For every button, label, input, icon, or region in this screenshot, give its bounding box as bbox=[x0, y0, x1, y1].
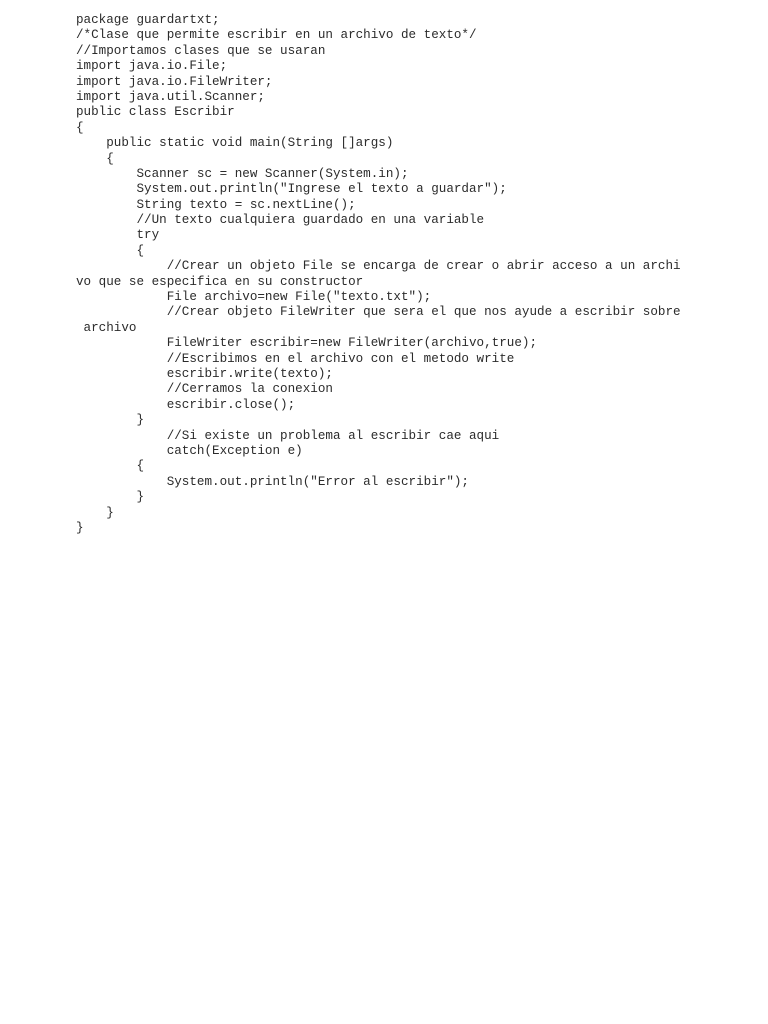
code-line: } bbox=[76, 413, 145, 428]
code-line: { bbox=[76, 243, 145, 258]
code-line: Scanner sc = new Scanner(System.in); bbox=[76, 166, 409, 181]
code-line: File archivo=new File("texto.txt"); bbox=[76, 290, 432, 305]
code-line: System.out.println("Error al escribir"); bbox=[76, 474, 469, 489]
code-line: FileWriter escribir=new FileWriter(archivo,true); bbox=[76, 336, 538, 351]
code-line: } bbox=[76, 505, 114, 520]
code-line: System.out.println("Ingrese el texto a guardar"); bbox=[76, 182, 507, 197]
code-line: catch(Exception e) bbox=[76, 443, 303, 458]
code-line: public class Escribir bbox=[76, 105, 235, 120]
code-line: /*Clase que permite escribir en un archivo de texto*/ bbox=[76, 28, 477, 43]
code-line: { bbox=[76, 459, 145, 474]
code-line: //Si existe un problema al escribir cae aqui bbox=[76, 428, 500, 443]
code-line: escribir.write(texto); bbox=[76, 366, 333, 381]
code-listing bbox=[76, 13, 696, 536]
code-line: //Crear objeto FileWriter que sera el que nos ayude a escribir sobre bbox=[76, 305, 681, 320]
code-line: import java.util.Scanner; bbox=[76, 89, 265, 104]
code-line: import java.io.FileWriter; bbox=[76, 74, 273, 89]
code-line: } bbox=[76, 490, 145, 505]
code-line: String texto = sc.nextLine(); bbox=[76, 197, 356, 212]
code-line: //Escribimos en el archivo con el metodo write bbox=[76, 351, 515, 366]
code-line: //Crear un objeto File se encarga de crear o abrir acceso a un archi bbox=[76, 259, 681, 274]
code-line: //Importamos clases que se usaran bbox=[76, 43, 326, 58]
code-line: escribir.close(); bbox=[76, 397, 296, 412]
code-line: //Un texto cualquiera guardado en una variable bbox=[76, 213, 485, 228]
code-line: { bbox=[76, 120, 84, 135]
code-line: import java.io.File; bbox=[76, 59, 228, 74]
code-line: { bbox=[76, 151, 114, 166]
code-line: try bbox=[76, 228, 160, 243]
code-line: } bbox=[76, 520, 84, 535]
code-line: package guardartxt; bbox=[76, 13, 220, 27]
code-line: public static void main(String []args) bbox=[76, 136, 394, 151]
code-line: archivo bbox=[76, 320, 137, 335]
code-line: //Cerramos la conexion bbox=[76, 382, 333, 397]
code-line: vo que se especifica en su constructor bbox=[76, 274, 364, 289]
